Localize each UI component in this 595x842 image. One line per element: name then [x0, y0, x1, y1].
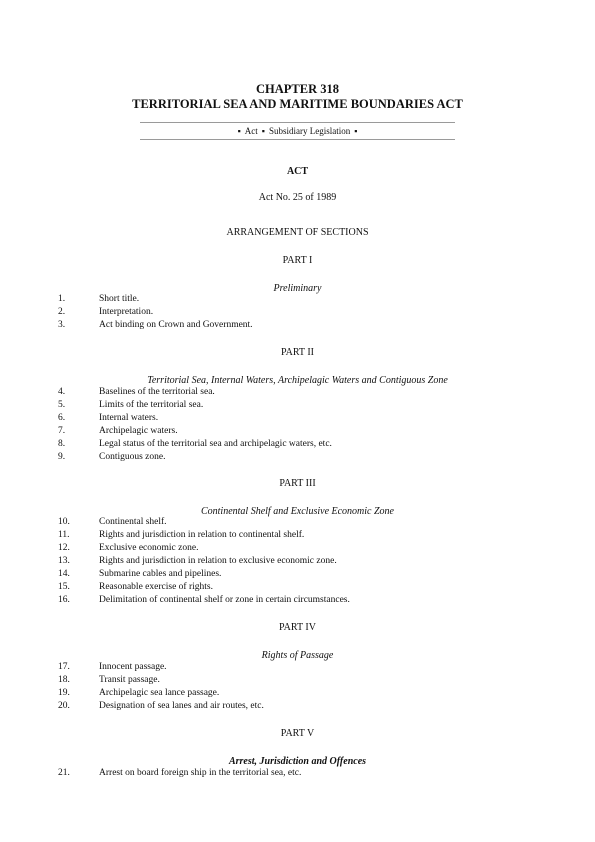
- section-title: Archipelagic waters.: [99, 426, 178, 436]
- act-heading: ACT: [286, 166, 309, 177]
- section-row[interactable]: [58, 568, 538, 581]
- section-list: [58, 386, 538, 464]
- section-title: Act binding on Crown and Government.: [99, 320, 253, 330]
- section-list: [58, 516, 538, 607]
- section-row[interactable]: [58, 555, 538, 568]
- section-number: 20.: [58, 701, 70, 711]
- section-row[interactable]: [58, 542, 538, 555]
- bullet-icon: ▪: [237, 126, 241, 136]
- section-row[interactable]: [58, 594, 538, 607]
- section-row[interactable]: [58, 674, 538, 687]
- part-title: Arrest, Jurisdiction and Offences: [228, 756, 367, 767]
- section-row[interactable]: [58, 767, 538, 780]
- section-title: Exclusive economic zone.: [99, 543, 199, 553]
- section-title: Delimitation of continental shelf or zone in certain circumstances.: [99, 595, 350, 605]
- section-row[interactable]: [58, 386, 538, 399]
- section-row[interactable]: [58, 306, 538, 319]
- part-title: Preliminary: [273, 283, 322, 294]
- section-number: 13.: [58, 556, 70, 566]
- part-title: Territorial Sea, Internal Waters, Archipelagic Waters and Contiguous Zone: [147, 375, 448, 386]
- section-title: Internal waters.: [99, 413, 159, 423]
- section-row[interactable]: [58, 516, 538, 529]
- section-row[interactable]: [58, 700, 538, 713]
- section-number: 3.: [58, 320, 66, 330]
- section-number: 11.: [58, 530, 70, 540]
- section-row[interactable]: [58, 687, 538, 700]
- section-number: 8.: [58, 439, 66, 449]
- act-title: TERRITORIAL SEA AND MARITIME BOUNDARIES ACT: [132, 97, 463, 111]
- section-row[interactable]: [58, 293, 538, 306]
- section-row[interactable]: [58, 529, 538, 542]
- part-label: PART I: [282, 255, 313, 266]
- section-list: [58, 661, 538, 713]
- section-title: Designation of sea lanes and air routes, etc.: [99, 701, 264, 711]
- part-title: Continental Shelf and Exclusive Economic Zone: [200, 506, 394, 517]
- section-number: 2.: [58, 307, 66, 317]
- section-number: 5.: [58, 400, 66, 410]
- section-row[interactable]: [58, 425, 538, 438]
- legislation-nav: [0, 126, 595, 137]
- section-number: 21.: [58, 768, 70, 778]
- section-title: Transit passage.: [99, 675, 160, 685]
- section-number: 1.: [58, 294, 66, 304]
- section-row[interactable]: [58, 581, 538, 594]
- section-number: 17.: [58, 662, 70, 672]
- section-title: Archipelagic sea lance passage.: [99, 688, 220, 698]
- section-title: Rights and jurisdiction in relation to continental shelf.: [99, 530, 305, 540]
- act-link[interactable]: Act: [244, 126, 258, 136]
- section-row[interactable]: [58, 661, 538, 674]
- section-title: Reasonable exercise of rights.: [99, 582, 213, 592]
- section-title: Submarine cables and pipelines.: [99, 569, 222, 579]
- section-number: 15.: [58, 582, 70, 592]
- section-number: 7.: [58, 426, 66, 436]
- subsidiary-legislation-link[interactable]: Subsidiary Legislation: [268, 126, 351, 136]
- bottom-divider: [140, 139, 455, 140]
- section-list: [58, 767, 538, 780]
- section-number: 18.: [58, 675, 70, 685]
- part-label: PART IV: [279, 622, 316, 633]
- section-title: Contiguous zone.: [99, 452, 166, 462]
- part-title: Rights of Passage: [261, 650, 334, 661]
- section-number: 19.: [58, 688, 70, 698]
- section-row[interactable]: [58, 438, 538, 451]
- section-title: Continental shelf.: [99, 517, 167, 527]
- part-label: PART II: [280, 347, 315, 358]
- bullet-icon: ▪: [261, 126, 265, 136]
- act-number: Act No. 25 of 1989: [258, 192, 337, 203]
- section-row[interactable]: [58, 412, 538, 425]
- section-title: Legal status of the territorial sea and archipelagic waters, etc.: [99, 439, 332, 449]
- section-title: Rights and jurisdiction in relation to exclusive economic zone.: [99, 556, 337, 566]
- section-row[interactable]: [58, 451, 538, 464]
- section-row[interactable]: [58, 399, 538, 412]
- section-row[interactable]: [58, 319, 538, 332]
- section-number: 9.: [58, 452, 66, 462]
- section-number: 4.: [58, 387, 66, 397]
- part-label: PART III: [279, 478, 316, 489]
- section-title: Interpretation.: [99, 307, 154, 317]
- section-number: 14.: [58, 569, 70, 579]
- top-divider: [140, 122, 455, 123]
- section-title: Baselines of the territorial sea.: [99, 387, 215, 397]
- part-label: PART V: [280, 728, 315, 739]
- section-list: [58, 293, 538, 332]
- section-title: Innocent passage.: [99, 662, 167, 672]
- section-title: Short title.: [99, 294, 140, 304]
- section-title: Arrest on board foreign ship in the territorial sea, etc.: [99, 768, 302, 778]
- section-number: 16.: [58, 595, 70, 605]
- bullet-icon: ▪: [354, 126, 358, 136]
- arrangement-heading: ARRANGEMENT OF SECTIONS: [226, 227, 369, 238]
- section-number: 10.: [58, 517, 70, 527]
- chapter-heading: CHAPTER 318: [256, 82, 339, 96]
- section-title: Limits of the territorial sea.: [99, 400, 204, 410]
- section-number: 12.: [58, 543, 70, 553]
- section-number: 6.: [58, 413, 66, 423]
